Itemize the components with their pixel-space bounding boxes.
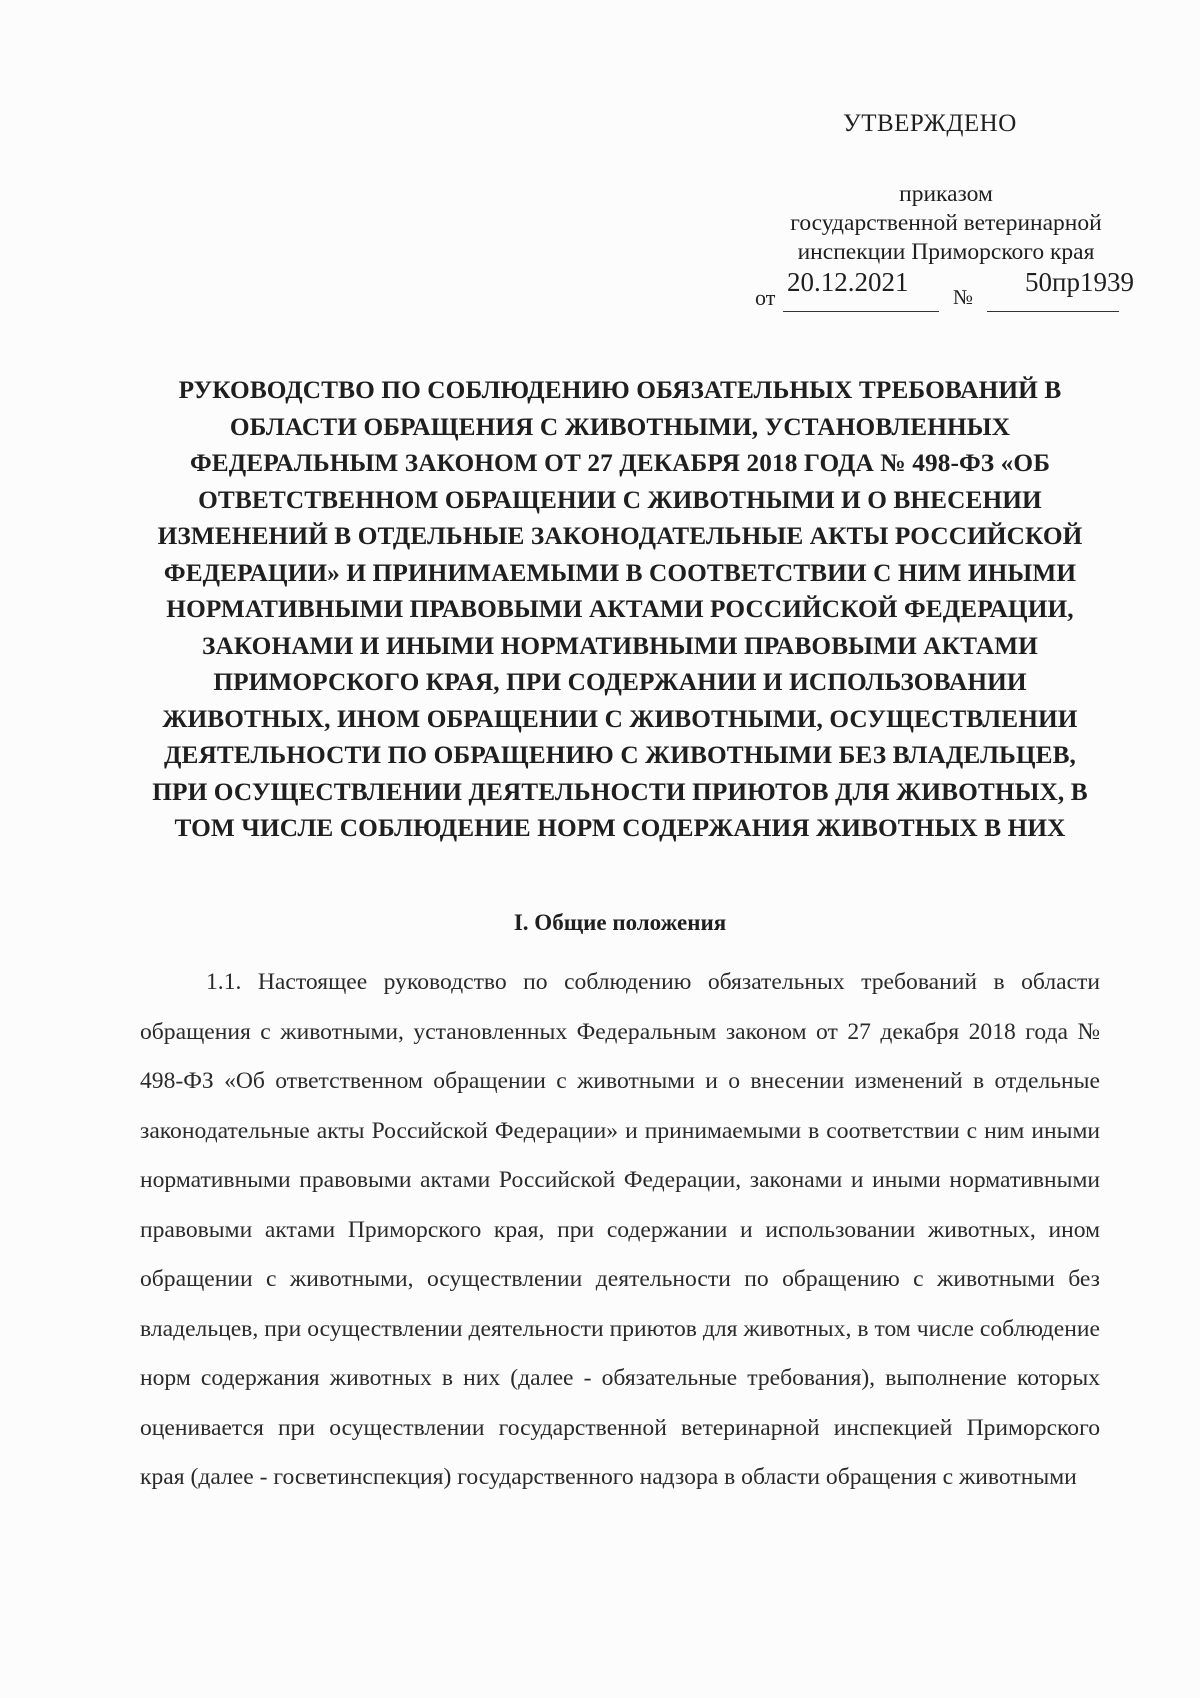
- date-label: от: [755, 285, 776, 310]
- order-number: 50пр1939: [1025, 267, 1134, 297]
- number-label: №: [953, 285, 974, 309]
- approval-order-line: [755, 265, 1135, 313]
- date-underline: [783, 311, 939, 312]
- approval-line: инспекции Приморского края: [797, 239, 1095, 265]
- number-underline: [987, 311, 1119, 312]
- approval-line: приказом: [899, 181, 993, 207]
- document-title: РУКОВОДСТВО ПО СОБЛЮДЕНИЮ ОБЯЗАТЕЛЬНЫХ ТРЕБОВАНИЙ В ОБЛАСТИ ОБРАЩЕНИЯ С ЖИВОТНЫМИ, УСТАНОВЛЕННЫХ ФЕДЕРАЛЬНЫМ ЗАКОНОМ ОТ 27 ДЕКАБРЯ 2018 ГОДА № 498-ФЗ «ОБ ОТВЕТСТВЕННОМ ОБРАЩЕНИИ С ЖИВОТНЫМИ И О ВНЕСЕНИИ ИЗМЕНЕНИЙ В ОТДЕЛЬНЫЕ ЗАКОНОДАТЕЛЬНЫЕ АКТЫ РОССИЙСКОЙ ФЕДЕРАЦИИ» И ПРИНИМАЕМЫМИ В СООТВЕТСТВИИ С НИМ ИНЫМИ НОРМАТИВНЫМИ ПРАВОВЫМИ АКТАМИ РОССИЙСКОЙ ФЕДЕРАЦИИ, ЗАКОНАМИ И ИНЫМИ НОРМАТИВНЫМИ ПРАВОВЫМИ АКТАМИ ПРИМОРСКОГО КРАЯ, ПРИ СОДЕРЖАНИИ И ИСПОЛЬЗОВАНИИ ЖИВОТНЫХ, ИНОМ ОБРАЩЕНИИ С ЖИВОТНЫМИ, ОСУЩЕСТВЛЕНИИ ДЕЯТЕЛЬНОСТИ ПО ОБРАЩЕНИЮ С ЖИВОТНЫМИ БЕЗ ВЛАДЕЛЬЦЕВ, ПРИ ОСУЩЕСТВЛЕНИИ ДЕЯТЕЛЬНОСТИ ПРИЮТОВ ДЛЯ ЖИВОТНЫХ, В ТОМ ЧИСЛЕ СОБЛЮДЕНИЕ НОРМ СОДЕРЖАНИЯ ЖИВОТНЫХ В НИХ: [152, 376, 1088, 842]
- section-heading: I. Общие положения: [513, 910, 727, 935]
- order-date: 20.12.2021: [787, 267, 909, 297]
- approval-title: УТВЕРЖДЕНО: [843, 110, 1017, 137]
- body-paragraph: 1.1. Настоящее руководство по соблюдению обязательных требований в области обращения с животными, установленных Федеральным законом от 27 декабря 2018 года № 498-ФЗ «Об ответственном обращении с животными и о внесении изменений в отдельные законодательные акты Российской Федерации» и принимаемыми в соответствии с ним иными нормативными правовыми актами Российской Федерации, законами и иными нормативными правовыми актами Приморского края, при содержании и использовании животных, ином обращении с животными, осуществлении деятельности по обращению с животными без владельцев, при осуществлении деятельности приютов для животных, в том числе соблюдение норм содержания животных в них (далее - обязательные требования), выполнение которых оценивается при осуществлении государственной ветеринарной инспекцией Приморского края (далее - госветинспекция) государственного надзора в области обращения с животными: [140, 969, 1100, 1490]
- approval-line: государственной ветеринарной: [790, 210, 1102, 236]
- approval-block: [746, 180, 1146, 267]
